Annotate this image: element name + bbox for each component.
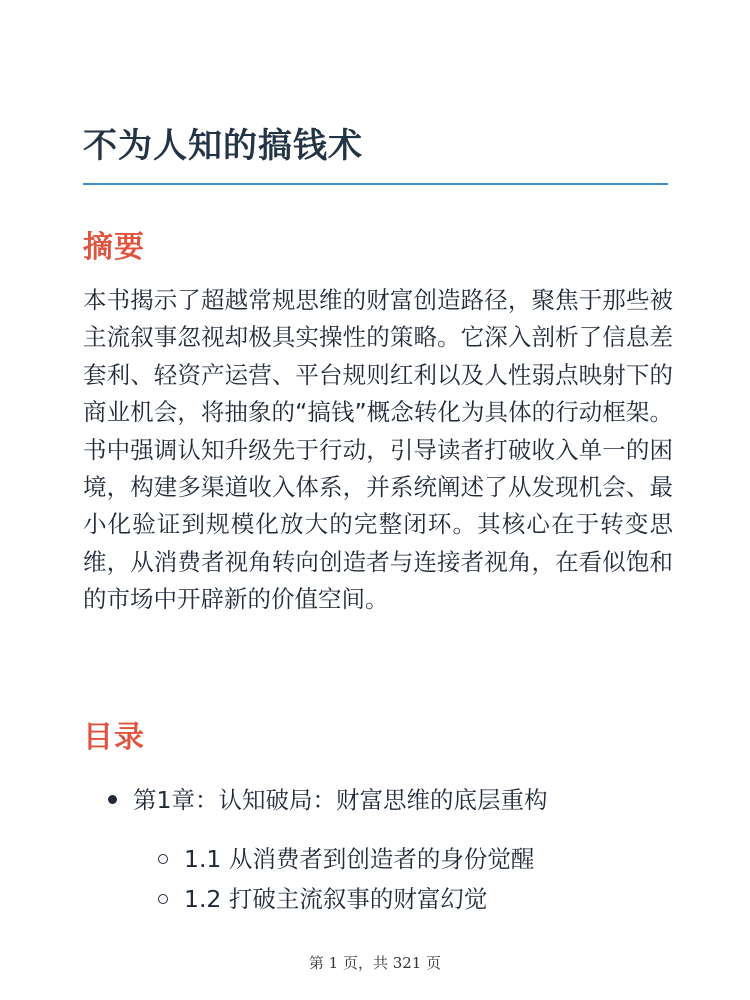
toc-section-1-1[interactable] <box>158 840 534 874</box>
bullet-circle-icon <box>158 854 168 864</box>
toc-chapter-1[interactable] <box>108 781 547 815</box>
page-number-footer: 第 1 页，共 321 页 <box>308 954 442 972</box>
abstract-heading: 摘要 <box>83 230 145 265</box>
toc-section-1-2[interactable] <box>158 880 487 914</box>
toc-section-label: 1.2 打破主流叙事的财富幻觉 <box>184 885 488 913</box>
document-title: 不为人知的搞钱术 <box>83 126 363 166</box>
toc-section-label: 1.1 从消费者到创造者的身份觉醒 <box>184 845 535 873</box>
abstract-paragraph: 本书揭示了超越常规思维的财富创造路径，聚焦于那些被主流叙事忽视却极具实操性的策略。它深入剖析了信息差套利、轻资产运营、平台规则红利以及人性弱点映射下的商业机会，将抽象的“搞钱”概念转化为具体的行动框架。书中强调认知升级先于行动，引导读者打破收入单一的困境，构建多渠道收入体系，并系统阐述了从发现机会、最小化验证到规模化放大的完整闭环。其核心在于转变思维，从消费者视角转向创造者与连接者视角，在看似饱和的市场中开辟新的价值空间。 <box>83 286 673 614</box>
toc-heading: 目录 <box>83 720 145 755</box>
bullet-disc-icon <box>108 795 117 804</box>
toc-chapter-label: 第1章：认知破局：财富思维的底层重构 <box>133 786 548 814</box>
bullet-circle-icon <box>158 894 168 904</box>
